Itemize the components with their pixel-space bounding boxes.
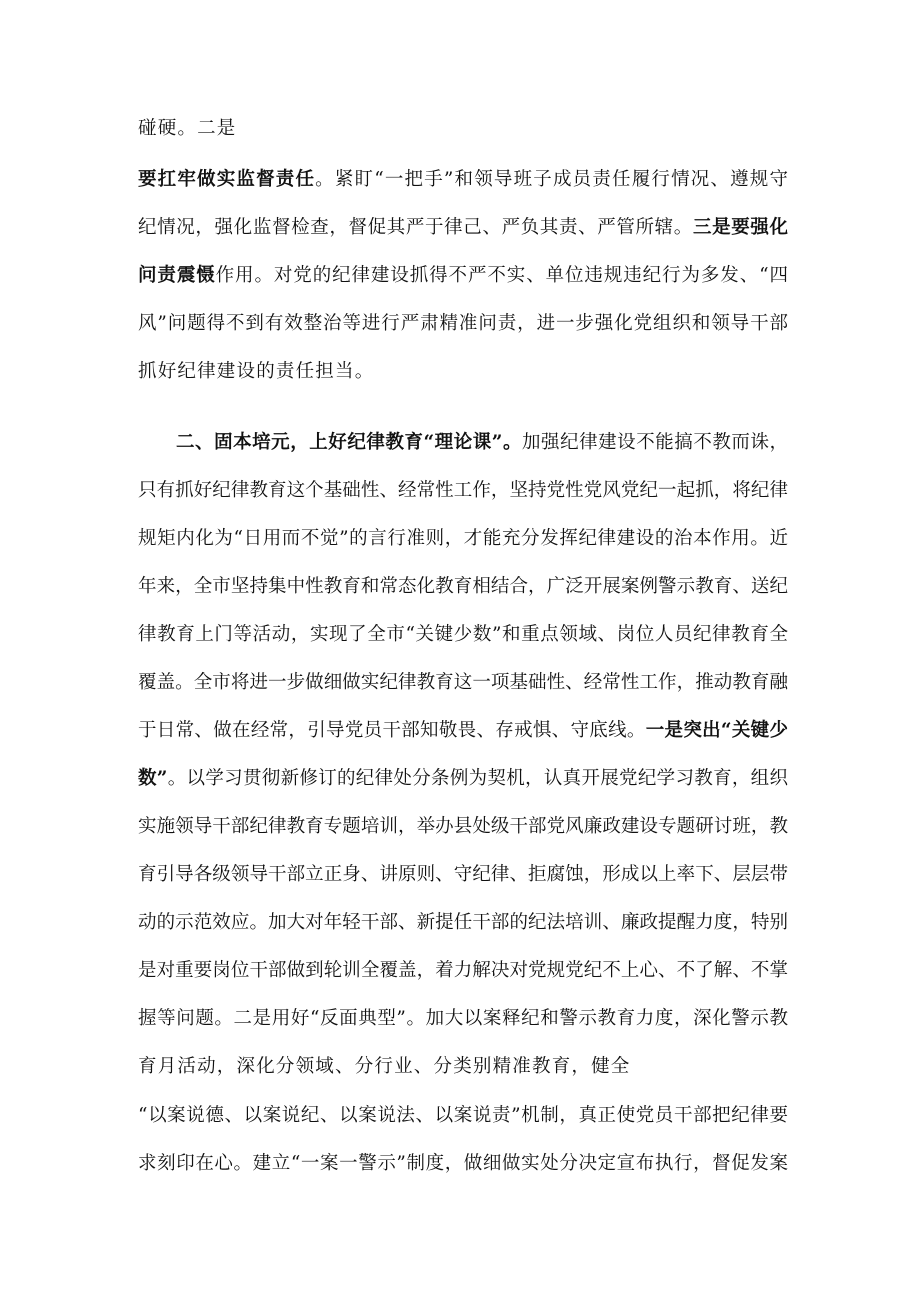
text-run: 育月活动，深化分领域、分行业、分类别精准教育，健全 <box>138 1056 631 1077</box>
text-run: 律教育上门等活动，实现了全市“关键少数”和重点领域、岗位人员纪律教育全 <box>138 624 788 645</box>
text-run: 。紧盯“一把手”和领导班子成员责任履行情况、遵规守 <box>315 169 788 190</box>
text-run: 抓好纪律建设的责任担当。 <box>138 361 375 382</box>
text-run: “以案说德、以案说纪、以案说法、以案说责”机制，真正使党员干部把纪律要 <box>138 1105 788 1126</box>
text-run: 。以学习贯彻新修订的纪律处分条例为契机，认真开展党纪学习教育，组织 <box>167 768 788 789</box>
text-run: 育引导各级领导干部立正身、讲原则、守纪律、拒腐蚀，形成以上率下、层层带 <box>138 864 788 885</box>
text-line <box>138 572 788 602</box>
text-run: 求刻印在心。建立“一案一警示”制度，做细做实处分决定宣布执行，督促发案 <box>138 1153 788 1174</box>
text-run: 年来，全市坚持集中性教育和常态化教育相结合，广泛开展案例警示教育、送纪 <box>138 576 788 597</box>
text-line <box>176 428 788 458</box>
text-run: 只有抓好纪律教育这个基础性、经常性工作，坚持党性党风党纪一起抓，将纪律 <box>138 480 788 501</box>
text-line <box>138 860 788 890</box>
text-line <box>138 764 788 794</box>
text-run: 覆盖。全市将进一步做细做实纪律教育这一项基础性、经常性工作，推动教育融 <box>138 672 788 693</box>
text-line <box>138 1149 788 1179</box>
text-line <box>138 956 788 986</box>
text-run: 实施领导干部纪律教育专题培训，举办县处级干部党风廉政建设专题研讨班，教 <box>138 816 788 837</box>
text-line <box>138 165 788 195</box>
text-line <box>138 812 788 842</box>
text-run: 于日常、做在经常，引导党员干部知敬畏、存戒惧、守底线。 <box>138 720 646 741</box>
text-line <box>138 476 788 506</box>
text-run: 握等问题。二是用好“反面典型”。加大以案释纪和警示教育力度，深化警示教 <box>138 1008 788 1029</box>
text-line <box>138 261 788 291</box>
text-line <box>138 908 788 938</box>
text-run: 纪情况，强化监督检查，督促其严于律己、严负其责、严管所辖。 <box>138 217 693 238</box>
text-line <box>138 524 788 554</box>
bold-text-run: 二、固本培元，上好纪律教育“理论课”。 <box>176 432 522 453</box>
text-run: 加强纪律建设不能搞不教而诛， <box>522 432 788 453</box>
text-line <box>138 357 788 387</box>
text-line <box>138 1004 788 1034</box>
text-run: 风”问题得不到有效整治等进行严肃精准问责，进一步强化党组织和领导干部 <box>138 313 788 334</box>
text-line <box>138 1052 788 1082</box>
text-run: 作用。对党的纪律建设抓得不严不实、单位违规违纪行为多发、“四 <box>215 265 788 286</box>
bold-text-run: 要扛牢做实监督责任 <box>138 169 316 190</box>
text-line <box>138 716 788 746</box>
text-line <box>138 1101 788 1131</box>
bold-text-run: 问责震慑 <box>138 265 216 286</box>
bold-text-run: 三是要强化 <box>692 217 788 238</box>
bold-text-run: 数” <box>138 768 168 789</box>
text-line <box>138 620 788 650</box>
text-run: 是对重要岗位干部做到轮训全覆盖，着力解决对党规党纪不上心、不了解、不掌 <box>138 960 788 981</box>
bold-text-run: 一是突出“关键少 <box>645 720 788 741</box>
text-run: 规矩内化为“日用而不觉”的言行准则，才能充分发挥纪律建设的治本作用。近 <box>138 528 788 549</box>
text-run: 动的示范效应。加大对年轻干部、新提任干部的纪法培训、廉政提醒力度，特别 <box>138 912 788 933</box>
text-line <box>138 114 788 144</box>
text-line <box>138 668 788 698</box>
text-line <box>138 309 788 339</box>
text-run: 碰硬。二是 <box>138 118 237 139</box>
text-line <box>138 213 788 243</box>
